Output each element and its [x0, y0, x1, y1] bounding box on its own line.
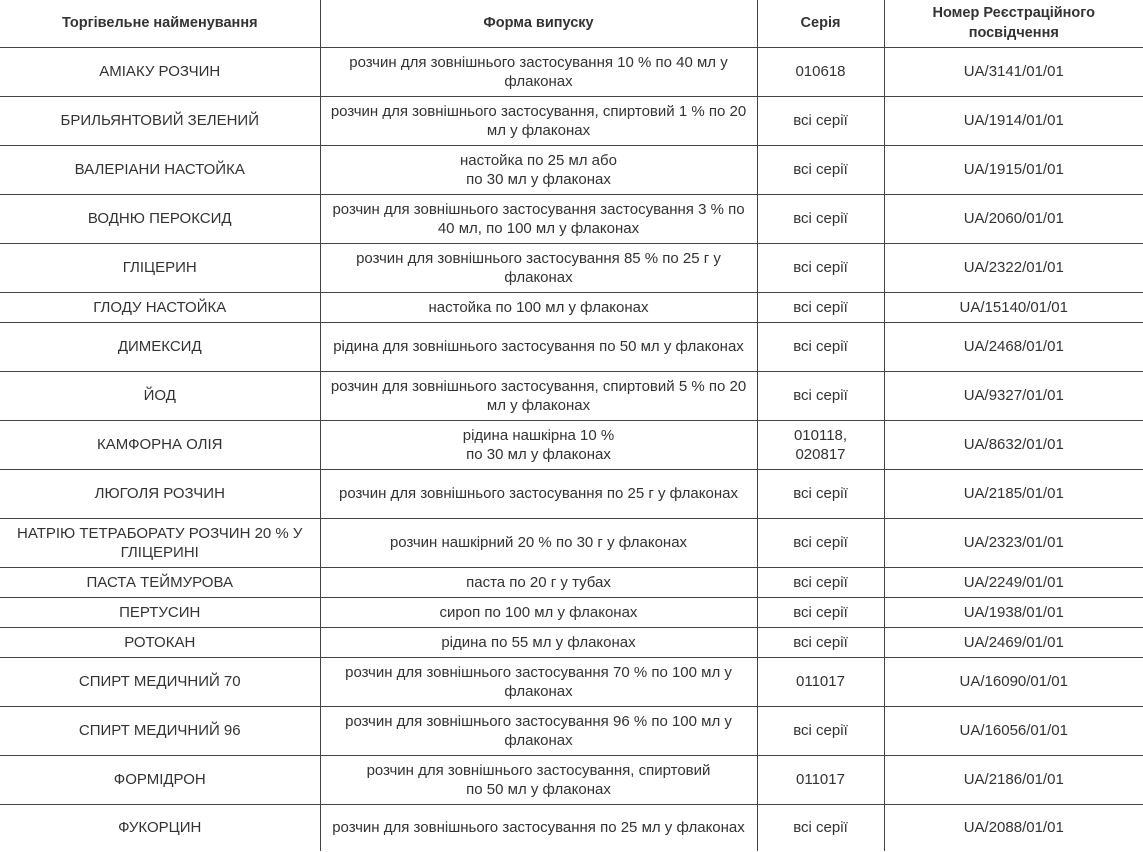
table-row — [0, 195, 1143, 244]
cell-series: всі серії — [757, 805, 884, 852]
table-row — [0, 628, 1143, 658]
cell-registration-number: UA/1915/01/01 — [884, 146, 1143, 195]
cell-series: всі серії — [757, 568, 884, 598]
cell-trade-name: СПИРТ МЕДИЧНИЙ 96 — [0, 707, 320, 756]
cell-release-form: рідина нашкірна 10 % по 30 мл у флаконах — [320, 421, 757, 470]
table-row — [0, 519, 1143, 568]
cell-registration-number: UA/2469/01/01 — [884, 628, 1143, 658]
cell-series: всі серії — [757, 470, 884, 519]
cell-registration-number: UA/1914/01/01 — [884, 97, 1143, 146]
header-registration-number: Номер Реєстраційного посвідчення — [884, 0, 1143, 48]
cell-registration-number: UA/2060/01/01 — [884, 195, 1143, 244]
cell-release-form: настойка по 25 мл або по 30 мл у флаконах — [320, 146, 757, 195]
cell-series: всі серії — [757, 598, 884, 628]
cell-trade-name: ГЛІЦЕРИН — [0, 244, 320, 293]
cell-registration-number: UA/2185/01/01 — [884, 470, 1143, 519]
cell-release-form: розчин для зовнішнього застосування 96 % по 100 мл у флаконах — [320, 707, 757, 756]
cell-release-form: розчин для зовнішнього застосування, спиртовий по 50 мл у флаконах — [320, 756, 757, 805]
cell-registration-number: UA/8632/01/01 — [884, 421, 1143, 470]
cell-release-form: розчин для зовнішнього застосування 70 % по 100 мл у флаконах — [320, 658, 757, 707]
cell-trade-name: ПЕРТУСИН — [0, 598, 320, 628]
cell-series: 011017 — [757, 756, 884, 805]
cell-registration-number: UA/2468/01/01 — [884, 323, 1143, 372]
cell-trade-name: ФОРМІДРОН — [0, 756, 320, 805]
cell-trade-name: БРИЛЬЯНТОВИЙ ЗЕЛЕНИЙ — [0, 97, 320, 146]
cell-trade-name: РОТОКАН — [0, 628, 320, 658]
table-row — [0, 421, 1143, 470]
cell-release-form: розчин для зовнішнього застосування по 25 г у флаконах — [320, 470, 757, 519]
cell-release-form: розчин для зовнішнього застосування по 25 мл у флаконах — [320, 805, 757, 852]
table-row — [0, 244, 1143, 293]
cell-series: 010118, 020817 — [757, 421, 884, 470]
cell-trade-name: ДИМЕКСИД — [0, 323, 320, 372]
cell-release-form: розчин для зовнішнього застосування, спиртовий 1 % по 20 мл у флаконах — [320, 97, 757, 146]
cell-trade-name: НАТРІЮ ТЕТРАБОРАТУ РОЗЧИН 20 % У ГЛІЦЕРИНІ — [0, 519, 320, 568]
cell-release-form: розчин для зовнішнього застосування 85 % по 25 г у флаконах — [320, 244, 757, 293]
cell-registration-number: UA/2249/01/01 — [884, 568, 1143, 598]
cell-trade-name: СПИРТ МЕДИЧНИЙ 70 — [0, 658, 320, 707]
cell-series: всі серії — [757, 293, 884, 323]
cell-series: всі серії — [757, 97, 884, 146]
cell-series: всі серії — [757, 519, 884, 568]
cell-trade-name: ВОДНЮ ПЕРОКСИД — [0, 195, 320, 244]
table-row — [0, 658, 1143, 707]
cell-registration-number: UA/9327/01/01 — [884, 372, 1143, 421]
cell-series: 011017 — [757, 658, 884, 707]
cell-release-form: рідина для зовнішнього застосування по 50 мл у флаконах — [320, 323, 757, 372]
cell-registration-number: UA/1938/01/01 — [884, 598, 1143, 628]
cell-registration-number: UA/15140/01/01 — [884, 293, 1143, 323]
table-row — [0, 707, 1143, 756]
table-row — [0, 568, 1143, 598]
cell-trade-name: КАМФОРНА ОЛІЯ — [0, 421, 320, 470]
cell-release-form: настойка по 100 мл у флаконах — [320, 293, 757, 323]
cell-release-form: розчин для зовнішнього застосування, спиртовий 5 % по 20 мл у флаконах — [320, 372, 757, 421]
table-row — [0, 756, 1143, 805]
cell-series: всі серії — [757, 195, 884, 244]
cell-release-form: розчин для зовнішнього застосування застосування 3 % по 40 мл, по 100 мл у флаконах — [320, 195, 757, 244]
cell-trade-name: АМІАКУ РОЗЧИН — [0, 48, 320, 97]
cell-trade-name: ВАЛЕРІАНИ НАСТОЙКА — [0, 146, 320, 195]
cell-series: 010618 — [757, 48, 884, 97]
cell-registration-number: UA/3141/01/01 — [884, 48, 1143, 97]
cell-registration-number: UA/16090/01/01 — [884, 658, 1143, 707]
cell-registration-number: UA/16056/01/01 — [884, 707, 1143, 756]
table-row — [0, 805, 1143, 852]
cell-registration-number: UA/2322/01/01 — [884, 244, 1143, 293]
table-header-row — [0, 0, 1143, 48]
cell-release-form: розчин для зовнішнього застосування 10 % по 40 мл у флаконах — [320, 48, 757, 97]
table-row — [0, 97, 1143, 146]
cell-registration-number: UA/2323/01/01 — [884, 519, 1143, 568]
cell-release-form: паста по 20 г у тубах — [320, 568, 757, 598]
cell-trade-name: ЙОД — [0, 372, 320, 421]
cell-series: всі серії — [757, 244, 884, 293]
table-row — [0, 372, 1143, 421]
header-release-form: Форма випуску — [320, 0, 757, 48]
table-row — [0, 323, 1143, 372]
cell-series: всі серії — [757, 707, 884, 756]
cell-trade-name: ГЛОДУ НАСТОЙКА — [0, 293, 320, 323]
cell-release-form: рідина по 55 мл у флаконах — [320, 628, 757, 658]
cell-release-form: сироп по 100 мл у флаконах — [320, 598, 757, 628]
cell-series: всі серії — [757, 628, 884, 658]
table-row — [0, 146, 1143, 195]
table-row — [0, 598, 1143, 628]
cell-release-form: розчин нашкірний 20 % по 30 г у флаконах — [320, 519, 757, 568]
header-trade-name: Торгівельне найменування — [0, 0, 320, 48]
cell-trade-name: ПАСТА ТЕЙМУРОВА — [0, 568, 320, 598]
cell-series: всі серії — [757, 323, 884, 372]
cell-registration-number: UA/2088/01/01 — [884, 805, 1143, 852]
table-row — [0, 470, 1143, 519]
cell-trade-name: ЛЮГОЛЯ РОЗЧИН — [0, 470, 320, 519]
table-row — [0, 293, 1143, 323]
cell-series: всі серії — [757, 372, 884, 421]
cell-trade-name: ФУКОРЦИН — [0, 805, 320, 852]
table-row — [0, 48, 1143, 97]
cell-registration-number: UA/2186/01/01 — [884, 756, 1143, 805]
cell-series: всі серії — [757, 146, 884, 195]
header-series: Серія — [757, 0, 884, 48]
